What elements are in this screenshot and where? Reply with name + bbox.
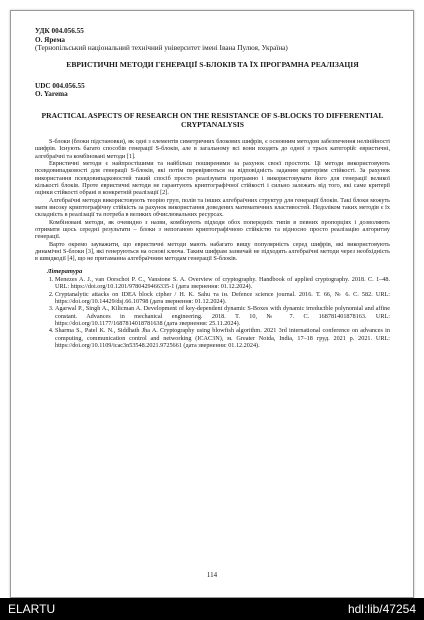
references-list [35, 276, 390, 349]
title-ua: ЕВРИСТИЧНІ МЕТОДИ ГЕНЕРАЦІЇ S-БЛОКІВ ТА ЇХ ПРОГРАМНА РЕАЛІЗАЦІЯ [66, 59, 359, 69]
document-page [10, 10, 414, 598]
udc-code-ua: УДК 004.056.55 [35, 27, 84, 35]
author-ua: О. Ярема [35, 35, 66, 44]
title-en: PRACTICAL ASPECTS OF RESEARCH ON THE RESISTANCE OF S-BLOCKS TO DIFFERENTIAL CRYPTANALYSIS [41, 110, 384, 129]
references-heading: Література [47, 267, 83, 275]
repository-name: ELARTU [8, 602, 56, 616]
reference-item: 2. Cryptanalytic attacks on IDEA block cipher / H. K. Sahu та ін. Defence science journal. 2016. Т. 66, № 6. С. 582. URL: https://doi.org/10.14429/dsj.66.10798 (дата звернення: 01.12.2024). [55, 291, 390, 306]
reference-item: 4. Sharma S., Patel K. N., Siddhath Jha A. Cryptography using blowfish algorithm. 2021 3rd international conference on advances in computing, communication control and networking (ICAC3N), м. Greater Noida, India, 17–18 груд. 2021 р. 2021. URL: https://doi.org/10.1109/icac3n53548.2021.9725661 (дата звернення: 01.12.2024). [55, 327, 390, 349]
affiliation: (Тернопільський національний технічний університет імені Івана Пулюя, Україна) [35, 44, 288, 53]
article-content [35, 27, 390, 349]
udc-code-en: UDC 004.056.55 [35, 81, 85, 90]
paragraph: Варто окремо зауважити, що евристичні методи мають набагато вищу популярність серед шифрів, які використовують динамічні S-блоки [3], які генеруються на основі ключа. Таким шифрам зазвичай не підходять алгебраїчні методи через необхідність в швидкодії [4], що не притаманна алгебраїчним методам генерації S-блоків. [35, 240, 390, 263]
reference-item: 1. Menezes A. J., van Oorschot P. C., Vanstone S. A. Overview of cryptography. Handbook of applied cryptography. 2018. С. 1–48. URL: https://doi.org/10.1201/9780429466335-1 (дата звернення: 01.12.2024). [55, 276, 390, 291]
paragraph: Алгебраїчні методи використовують теорію груп, полів та інших алгебраїчних структур для генерації блоків. Такі блоки можуть мати високу криптографічну стійкість за рахунок використання доведених математичних властивостей. Недоліком таких методів є їх складність в реалізації та потреба в великих обчислювальних ресурсах. [35, 196, 390, 219]
paragraph: Евристичні методи є найпростішими та найбільш поширеними за рахунок своєї простоти. Ці методи використовують псевдовипадковості для генерації S-блоків, які потім перевіряються на відповідність заданим критеріям стійкості. За рахунок використання псевдовипадковостей такий спосіб просто реалізувати програмно і використовувати його для генерації великої кількості блоків. Проте евристичні методи не гарантують криптографічної стійкості і сильно залежать від того, які саме критерії оцінки стійкості обрані в конкретній реалізації [2]. [35, 160, 390, 197]
author-en: O. Yarema [35, 90, 68, 99]
paragraph: Комбіновані методи, як очевидно з назви, комбінують підходи обох попередніх типів в певних пропорціях і дозволяють отримати щось середні результати – блоки з непоганою криптографічною стійкістю та відносно просто реалізацію алгоритму генерації. [35, 218, 390, 241]
page-number: 114 [206, 571, 218, 579]
paragraph: S-блоки (блоки підстановки), як одні з елементів симетричних блокових шифрів, є основним методом забезпечення нелінійності шифрів. Існують багато способів генерації S-блоків, але в загальному всі вони входять до одної з трьох категорій: евристичні, алгебраїчні та комбіновані методи [1]. [35, 137, 390, 160]
repository-footer-bar [0, 598, 424, 620]
handle-identifier: hdl:lib/47254 [347, 602, 416, 616]
reference-item: 3. Agarwal P., Singh A., Kilicman A. Development of key-dependent dynamic S-Boxes with dynamic irreducible polynomial and affine constant. Advances in mechanical engineering. 2018. Т. 10, № 7. С. 168781401878163. URL: https://doi.org/10.1177/1687814018781638 (дата звернення: 25.11.2024). [55, 305, 390, 327]
